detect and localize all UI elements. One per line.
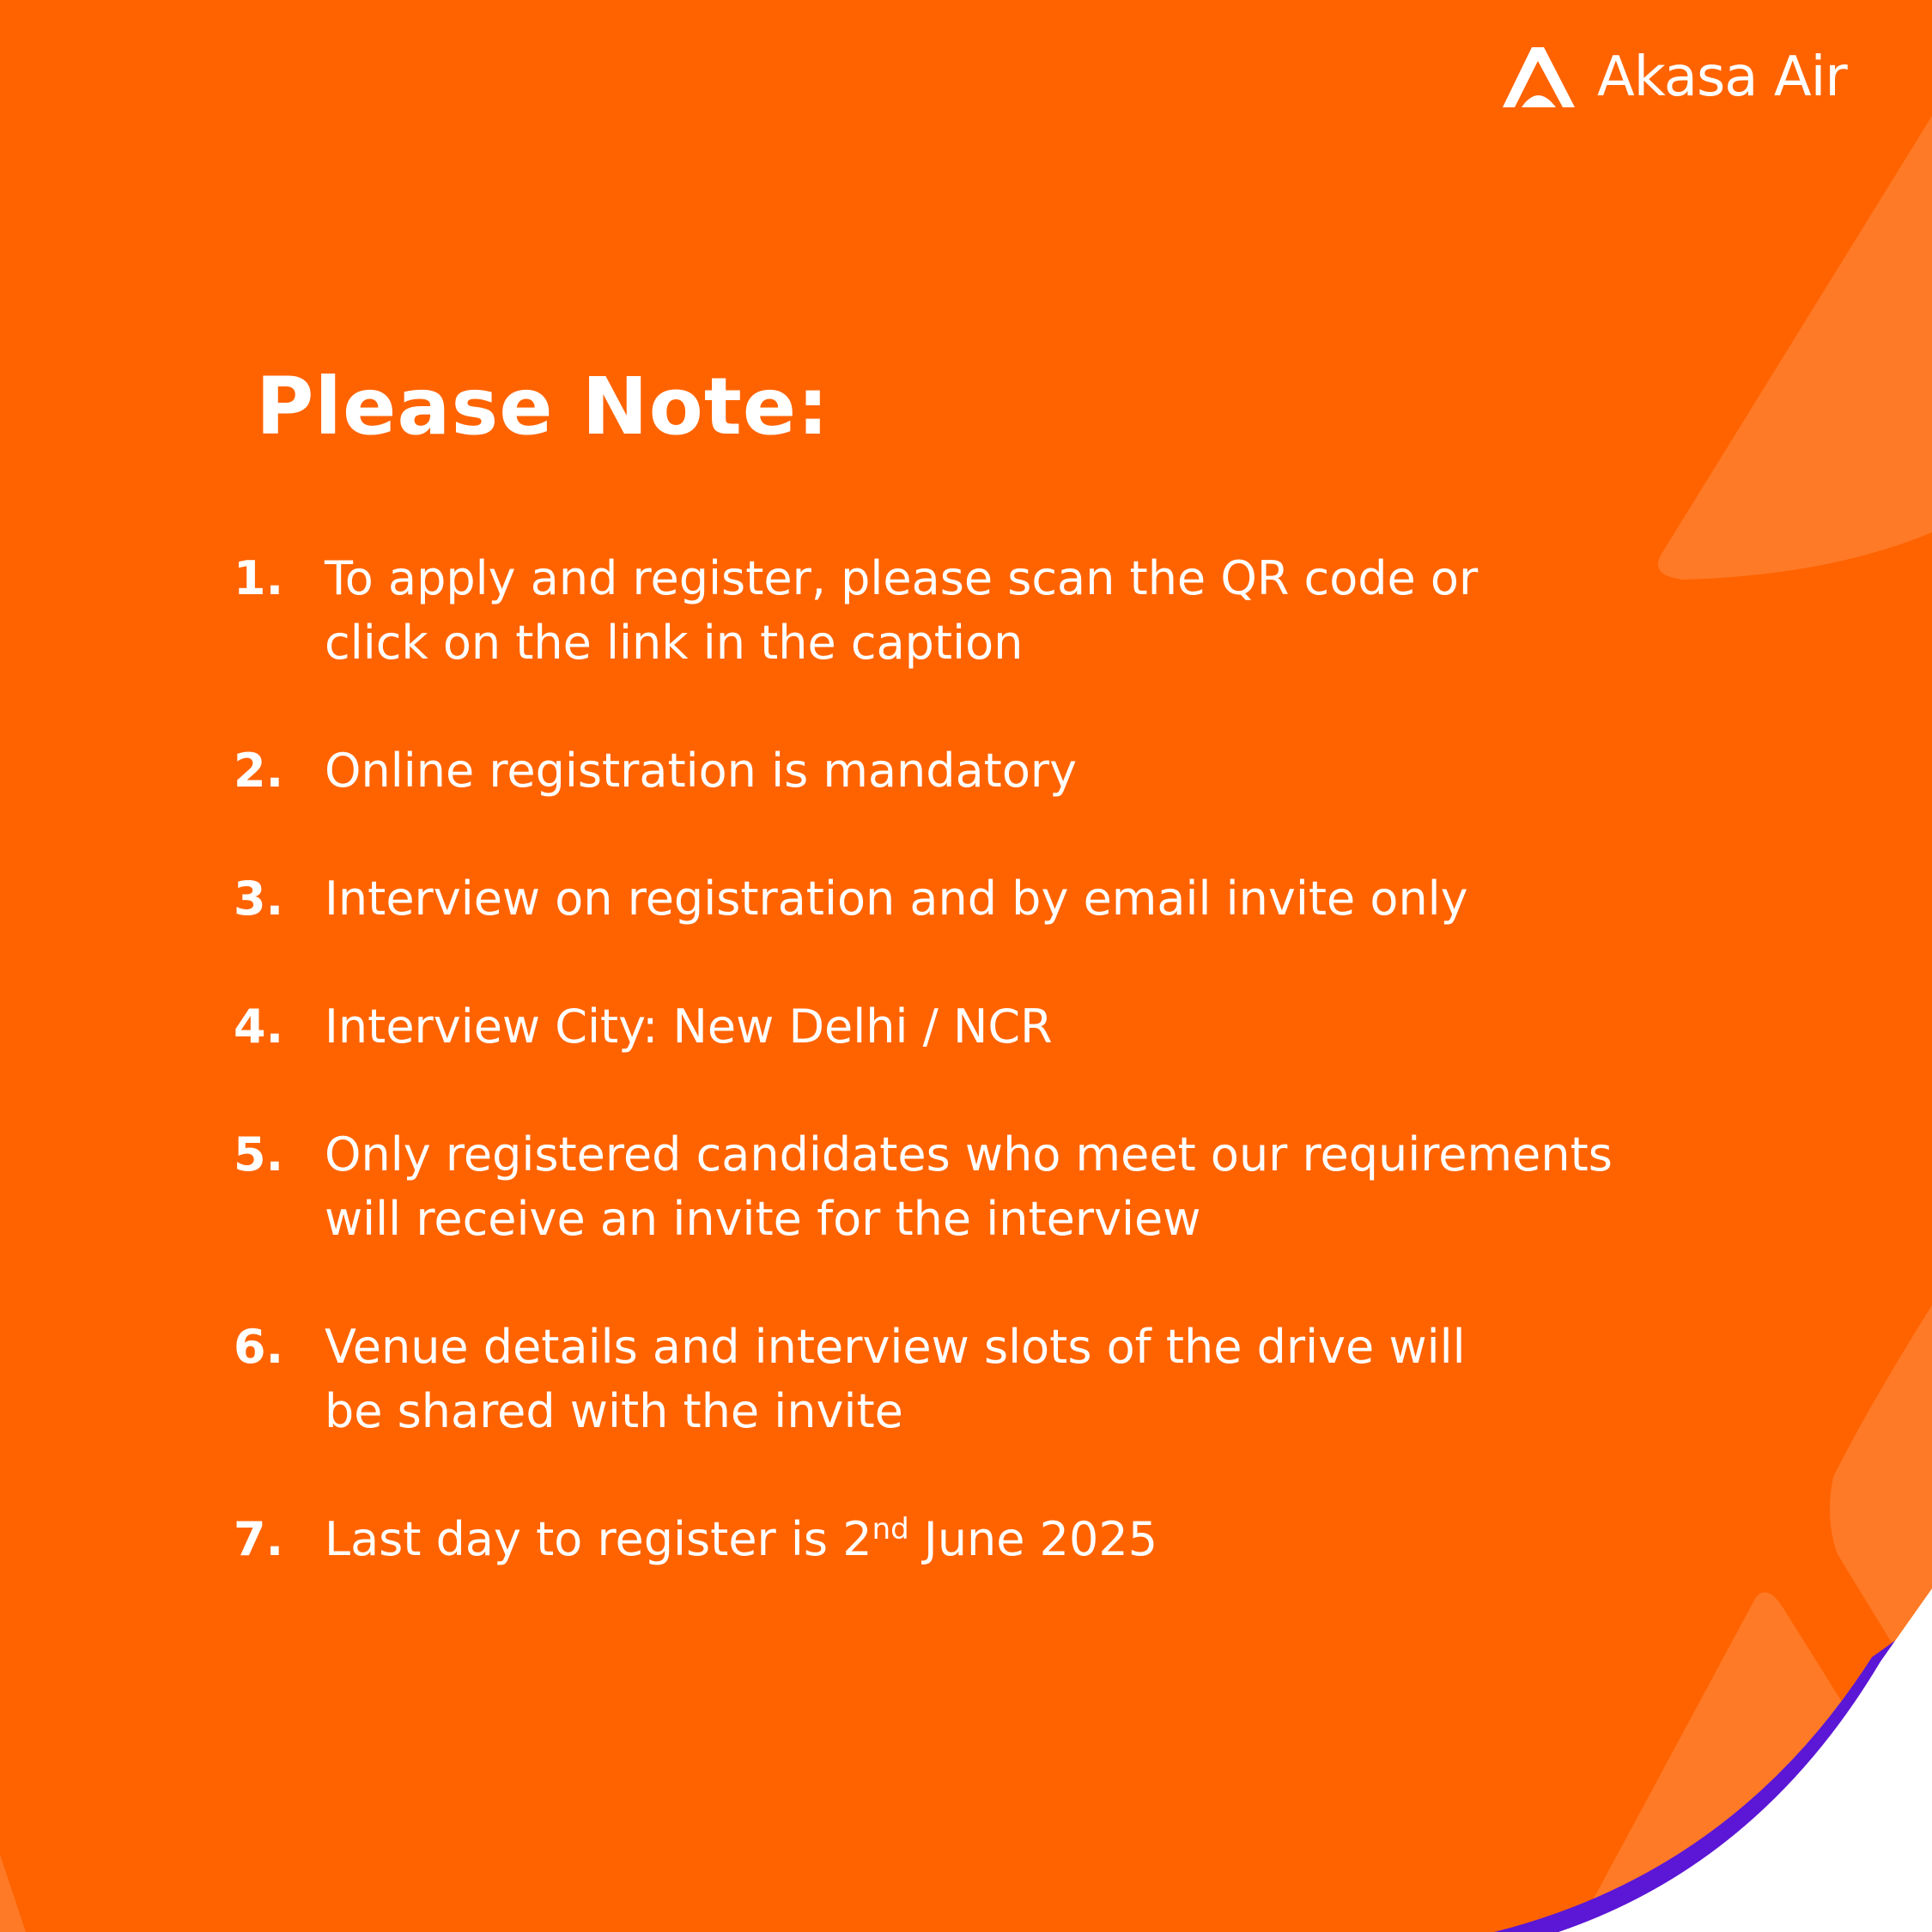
list-item xyxy=(234,1507,1779,1571)
list-item xyxy=(234,1315,1779,1443)
item-number: 2. xyxy=(234,744,284,798)
list-item xyxy=(234,546,1779,675)
notice-list xyxy=(234,546,1779,1635)
item-number: 3. xyxy=(234,872,284,926)
brand-name: Akasa Air xyxy=(1597,46,1847,109)
item-text: Online registration is mandatory xyxy=(325,744,1078,798)
item-text: Interview City: New Delhi / NCR xyxy=(325,999,1053,1054)
list-item xyxy=(234,1122,1779,1251)
item-number: 1. xyxy=(234,551,284,605)
item-text: Interview on registration and by email invite only xyxy=(325,872,1468,926)
item-number: 4. xyxy=(234,999,284,1054)
item-text: Only registered candidates who meet our requirements will receive an invite for the interview xyxy=(325,1127,1613,1246)
notice-title: Please Note: xyxy=(256,361,829,453)
item-text: Venue details and interview slots of the drive will be shared with the invite xyxy=(325,1320,1466,1438)
item-text-after: June 2025 xyxy=(908,1512,1158,1566)
top-right-light-shape xyxy=(1658,116,1932,580)
bottom-left-light-shape xyxy=(0,1855,26,1932)
list-item xyxy=(234,866,1779,931)
list-item xyxy=(234,738,1779,803)
item-text-before: Last day to register is 2 xyxy=(325,1512,872,1566)
item-number: 5. xyxy=(234,1127,284,1182)
list-item xyxy=(234,994,1779,1059)
item-number: 6. xyxy=(234,1320,284,1374)
brand-logo xyxy=(1503,43,1863,112)
date-ordinal-suffix: nd xyxy=(872,1512,909,1546)
akasa-logo-icon xyxy=(1503,46,1577,109)
item-number: 7. xyxy=(234,1512,284,1566)
item-text: To apply and register, please scan the QR code or click on the link in the caption xyxy=(325,551,1479,670)
item-text xyxy=(325,1507,1664,1571)
